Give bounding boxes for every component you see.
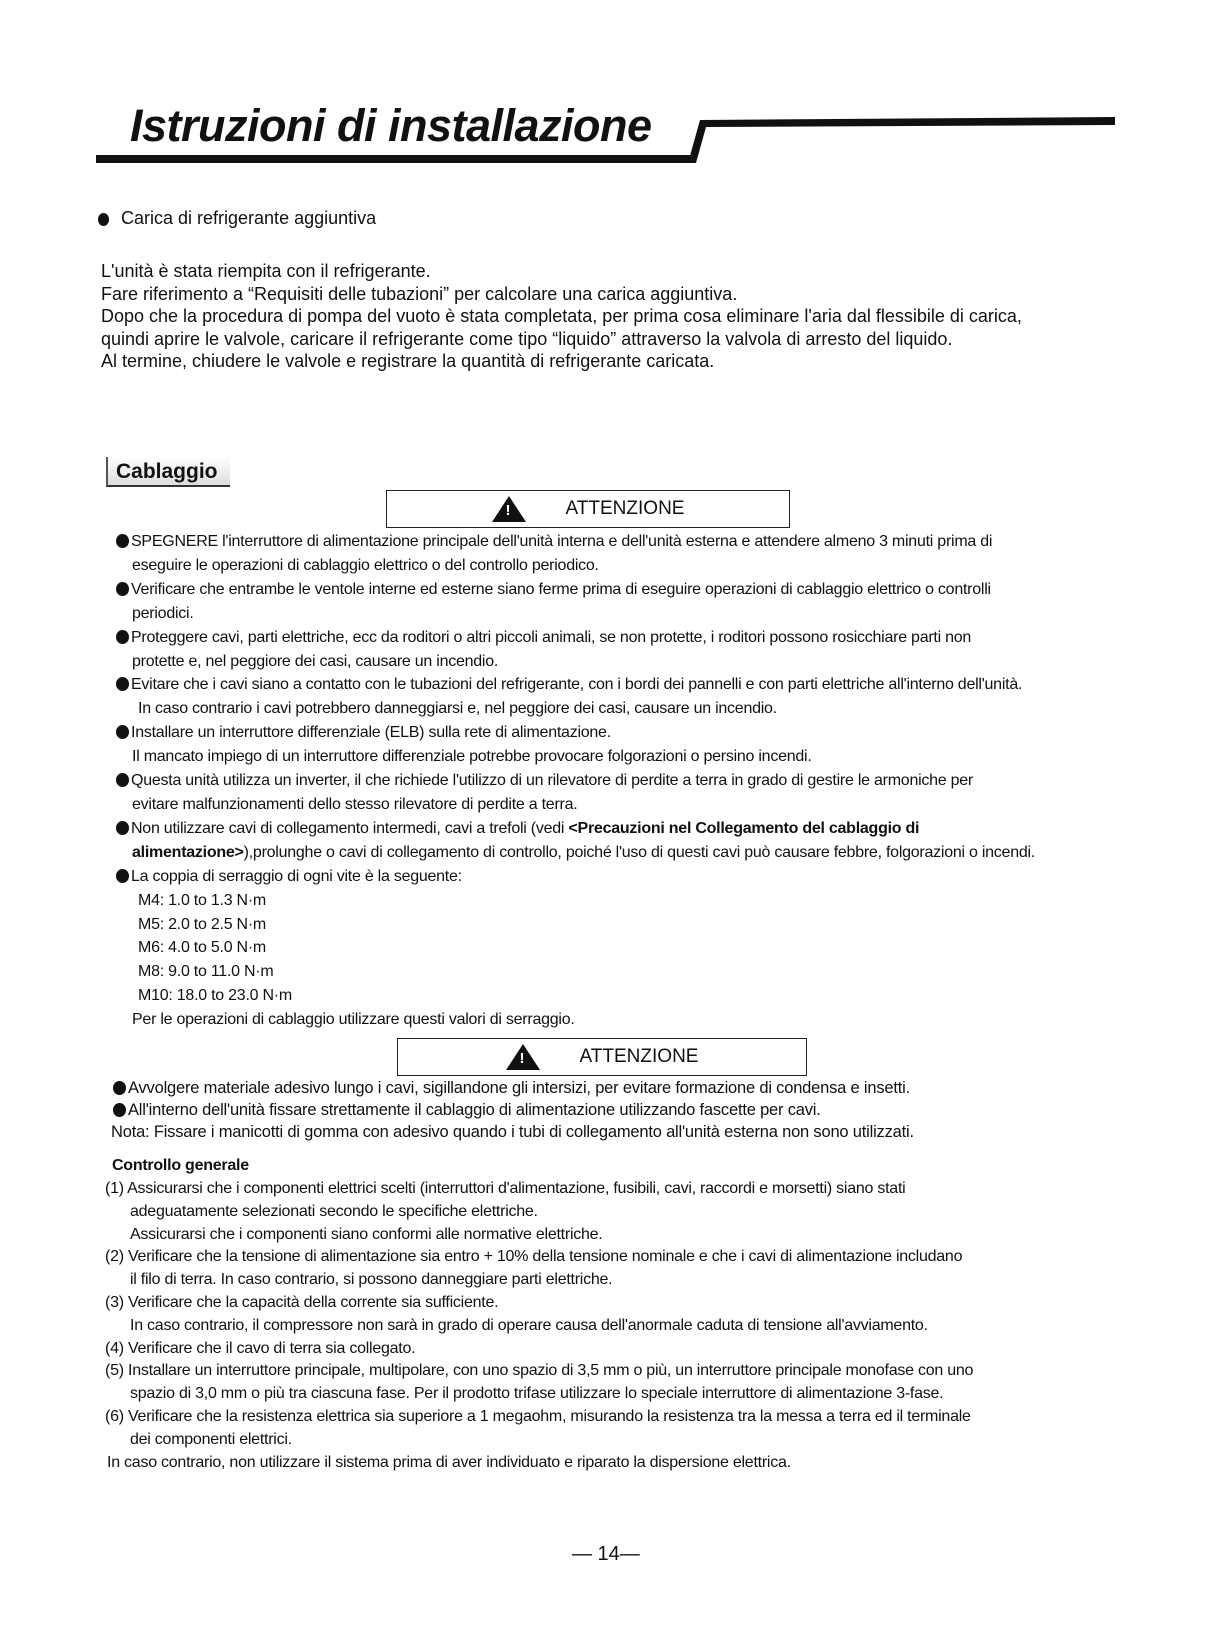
- torque-m10: M10: 18.0 to 23.0 N·m: [138, 987, 292, 1005]
- page-title: Istruzioni di installazione: [130, 100, 652, 151]
- section-heading-general: Controllo generale: [112, 1157, 249, 1174]
- warning-box: ! ATTENZIONE: [397, 1038, 807, 1076]
- warning-icon: [506, 1044, 540, 1070]
- section-heading-refrigerant: Carica di refrigerante aggiuntiva: [98, 207, 376, 230]
- bullet-icon: [116, 630, 129, 644]
- reference-link-text: <Precauzioni nel Collegamento del cablaggio di: [568, 819, 920, 837]
- warning-box: ! ATTENZIONE: [386, 490, 790, 528]
- torque-m5: M5: 2.0 to 2.5 N·m: [138, 915, 266, 933]
- torque-m4: M4: 1.0 to 1.3 N·m: [138, 891, 266, 909]
- bullet-icon: [116, 677, 129, 691]
- bullet-icon: [116, 534, 129, 548]
- bullet-icon: [113, 1103, 126, 1117]
- wiring-notes: Avvolgere materiale adesivo lungo i cavi, sigillandone gli intersizi, per evitare formazione di condensa e insetti. All'interno dell'unità fissare strettamente il cablaggio di alimentazione utilizzando fascette per cavi. Nota: Fissare i manicotti di gomma con adesivo quando i tubi di collegamento all'unità esterna non sono utilizzati.: [111, 1079, 914, 1141]
- bullet-icon: [116, 582, 129, 596]
- refrigerant-paragraph: L'unità è stata riempita con il refrigerante. Fare riferimento a “Requisiti delle tubazioni” per calcolare una carica aggiuntiva. Dopo che la procedura di pompa del vuoto è stata completata, per prima cosa eliminare l'aria dal flessibile di carica, quindi aprire le valvole, caricare il refrigerante come tipo “liquido” attraverso la valvola di arresto del liquido. Al termine, chiudere le valvole e registrare la quantità di refrigerante caricata.: [101, 261, 1022, 371]
- bullet-icon: [113, 1081, 126, 1095]
- page-number: — 14—: [572, 1543, 640, 1565]
- torque-m8: M8: 9.0 to 11.0 N·m: [138, 963, 274, 981]
- general-check-list: (1) Assicurarsi che i componenti elettrici scelti (interruttori d'alimentazione, fusibili, cavi, raccordi e morsetti) siano stati adeguatamente selezionati secondo le specifiche elettriche. Assicurarsi che i componenti siano conformi alle normative elettriche. (2) Verificare che la tensione di alimentazione sia entro + 10% della tensione nominale e che i cavi di alimentazione includano il filo di terra. In caso contrario, si possono danneggiare parti elettriche. (3) Verificare che la capacità della corrente sia sufficiente. In caso contrario, il compressore non sarà in grado di operare causa dell'anormale caduta di tensione all'avviamento. (4) Verificare che il cavo di terra sia collegato. (5) Installare un interruttore principale, multipolare, con uno spazio di 3,5 mm o più, un interruttore principale monofase con uno spazio di 3,0 mm o più tra ciascuna fase. Per il prodotto trifase utilizzare lo speciale interruttore di alimentazione 3-fase. (6) Verificare che la resistenza elettrica sia superiore a 1 megaohm, misurando la resistenza tra la messa a terra ed il terminale dei componenti elettrici. In caso contrario, non utilizzare il sistema prima di aver individuato e riparato la dispersione elettrica.: [105, 1180, 974, 1471]
- warning-icon: [492, 496, 526, 522]
- torque-m6: M6: 4.0 to 5.0 N·m: [138, 939, 266, 957]
- bullet-icon: [116, 821, 129, 835]
- title-underline: [96, 155, 691, 163]
- wiring-list: SPEGNERE l'interruttore di alimentazione principale dell'unità interna e dell'unità esterna e attendere almeno 3 minuti prima di eseguire le operazioni di cablaggio elettrico o del controllo periodico. Verificare che entrambe le ventole interne ed esterne siano ferme prima di eseguire operazioni di cablaggio elettrico o controlli periodici. Proteggere cavi, parti elettriche, ecc da roditori o altri piccoli animali, se non protette, i roditori possono rosicchiare parti non protette e, nel peggiore dei casi, causare un incendio. Evitare che i cavi siano a contatto con le tubazioni del refrigerante, con i bordi dei pannelli e con parti elettriche all'interno dell'unità. In caso contrario i cavi potrebbero danneggiarsi e, nel peggiore dei casi, causare un incendio. Installare un interruttore differenziale (ELB) sulla rete di alimentazione. Il mancato impiego di un interruttore differenziale potrebbe provocare folgorazioni o persino incendi. Questa unità utilizza un inverter, il che richiede l'utilizzo di un rilevatore di perdite a terra in grado di gestire le armoniche per evitare malfunzionamenti dello stesso rilevatore di perdite a terra. Non utilizzare cavi di collegamento intermedi, cavi a trefoli (vedi <Precauzioni nel Collegamento del cablaggio di alimentazione>),prolunghe o cavi di collegamento di controllo, poiché l'uso di questi cavi può causare febbre, folgorazioni o incendi. La coppia di serraggio di ogni vite è la seguente: M4: 1.0 to 1.3 N·m M5: 2.0 to 2.5 N·m M6: 4.0 to 5.0 N·m M8: 9.0 to 11.0 N·m M10: 18.0 to 23.0 N·m Per le operazioni di cablaggio utilizzare questi valori di serraggio.: [116, 530, 1035, 1032]
- section-heading-cablaggio: Cablaggio: [106, 457, 230, 487]
- bullet-icon: [116, 773, 129, 787]
- bullet-icon: [116, 725, 129, 739]
- bullet-icon: [98, 213, 109, 226]
- title-rule: [680, 114, 1120, 164]
- bullet-icon: [116, 869, 129, 883]
